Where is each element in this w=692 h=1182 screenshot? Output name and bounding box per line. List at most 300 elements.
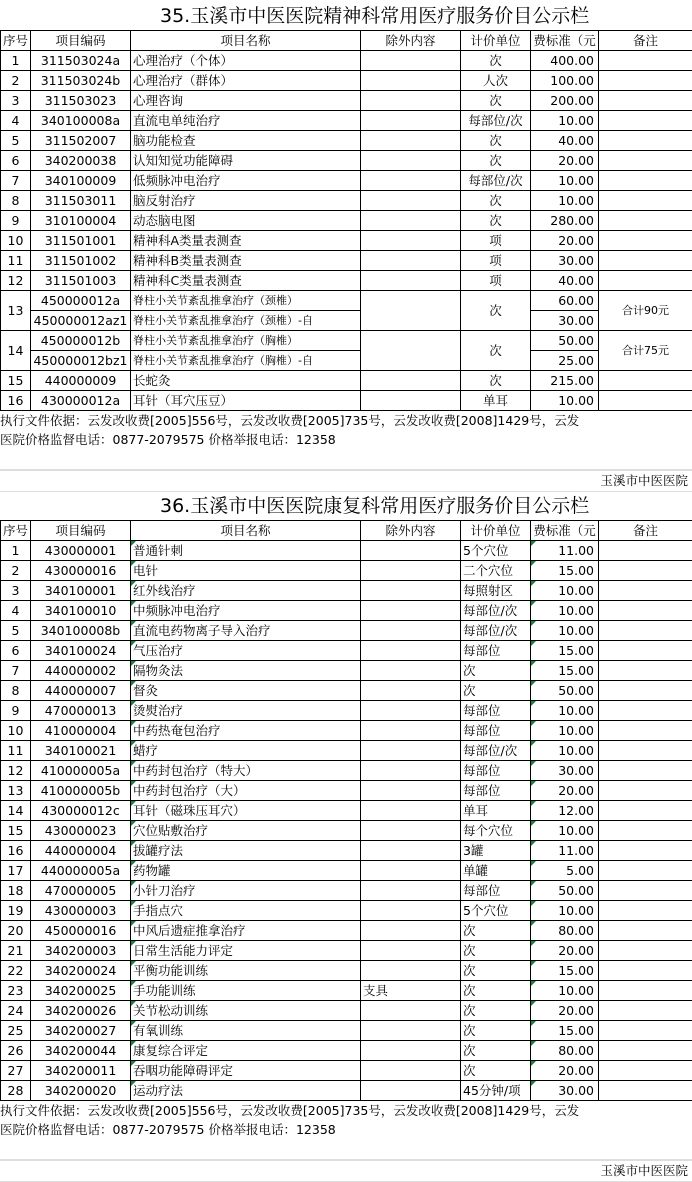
item-name: 普通针刺	[131, 541, 361, 561]
item-name: 脑功能检查	[131, 131, 361, 151]
pricing-unit: 每照射区	[461, 581, 531, 601]
row-number: 13	[1, 291, 31, 331]
row-number: 3	[1, 581, 31, 601]
excluded-content	[361, 901, 461, 921]
table-header-row	[1, 521, 692, 541]
row-number: 7	[1, 171, 31, 191]
remark: 合计90元	[599, 291, 692, 331]
item-name: 日常生活能力评定	[131, 941, 361, 961]
item-code: 410000004	[31, 721, 131, 741]
remark	[599, 661, 692, 681]
item-code: 340200025	[31, 981, 131, 1001]
header-cell: 费标准（元	[531, 521, 599, 541]
remark	[599, 581, 692, 601]
row-number: 8	[1, 191, 31, 211]
pricing-unit: 每部位	[461, 781, 531, 801]
remark	[599, 821, 692, 841]
footer-phone: 医院价格监督电话：0877-2079575 价格举报电话：12358	[0, 1120, 692, 1139]
row-number: 18	[1, 881, 31, 901]
excluded-content	[361, 921, 461, 941]
table-row	[1, 251, 692, 271]
remark	[599, 961, 692, 981]
table-row	[1, 291, 692, 311]
excluded-content	[361, 251, 461, 271]
price-table	[0, 30, 692, 411]
item-code: 340100008a	[31, 111, 131, 131]
item-code: 340100024	[31, 641, 131, 661]
remark	[599, 801, 692, 821]
excluded-content	[361, 391, 461, 411]
excluded-content	[361, 191, 461, 211]
item-name: 脑反射治疗	[131, 191, 361, 211]
table-row	[1, 761, 692, 781]
header-cell: 备注	[599, 521, 692, 541]
row-number: 12	[1, 761, 31, 781]
remark	[599, 211, 692, 231]
price: 10.00	[531, 721, 599, 741]
pricing-unit: 单耳	[461, 801, 531, 821]
excluded-content	[361, 331, 461, 371]
remark	[599, 641, 692, 661]
pricing-unit: 次	[461, 211, 531, 231]
header-cell: 除外内容	[361, 31, 461, 51]
hospital-signature: 玉溪市中医医院	[0, 470, 692, 492]
item-code: 430000003	[31, 901, 131, 921]
pricing-unit: 次	[461, 1041, 531, 1061]
table-row	[1, 71, 692, 91]
table-row	[1, 331, 692, 351]
header-cell: 项目编码	[31, 521, 131, 541]
row-number: 25	[1, 1021, 31, 1041]
item-name: 脊柱小关节紊乱推拿治疗（颈椎）	[131, 291, 361, 311]
table-row	[1, 981, 692, 1001]
pricing-unit: 项	[461, 251, 531, 271]
pricing-unit: 每部位	[461, 881, 531, 901]
price: 10.00	[531, 111, 599, 131]
table-row	[1, 271, 692, 291]
item-name: 中风后遗症推拿治疗	[131, 921, 361, 941]
price: 11.00	[531, 841, 599, 861]
item-code: 440000002	[31, 661, 131, 681]
table-row	[1, 661, 692, 681]
row-number: 6	[1, 151, 31, 171]
excluded-content	[361, 1081, 461, 1101]
remark	[599, 981, 692, 1001]
excluded-content	[361, 621, 461, 641]
table-row	[1, 91, 692, 111]
price: 25.00	[531, 351, 599, 371]
item-code: 311501001	[31, 231, 131, 251]
pricing-unit: 单罐	[461, 861, 531, 881]
pricing-unit: 次	[461, 131, 531, 151]
header-cell: 序号	[1, 31, 31, 51]
pricing-unit: 次	[461, 981, 531, 1001]
item-code: 470000005	[31, 881, 131, 901]
pricing-unit: 每部位	[461, 641, 531, 661]
row-number: 1	[1, 541, 31, 561]
item-name: 烫熨治疗	[131, 701, 361, 721]
pricing-unit: 每部位	[461, 721, 531, 741]
item-name: 精神科A类量表测查	[131, 231, 361, 251]
row-number: 2	[1, 71, 31, 91]
remark	[599, 251, 692, 271]
price: 40.00	[531, 271, 599, 291]
remark	[599, 721, 692, 741]
item-name: 手指点穴	[131, 901, 361, 921]
remark	[599, 271, 692, 291]
header-cell: 项目名称	[131, 521, 361, 541]
table-row	[1, 781, 692, 801]
pricing-unit: 单耳	[461, 391, 531, 411]
header-cell: 项目编码	[31, 31, 131, 51]
row-number: 5	[1, 621, 31, 641]
price: 15.00	[531, 961, 599, 981]
remark	[599, 71, 692, 91]
price: 20.00	[531, 1001, 599, 1021]
remark	[599, 1061, 692, 1081]
remark	[599, 781, 692, 801]
table-row	[1, 1061, 692, 1081]
row-number: 4	[1, 601, 31, 621]
item-code: 450000012bz1	[31, 351, 131, 371]
item-code: 340100010	[31, 601, 131, 621]
row-number: 20	[1, 921, 31, 941]
item-code: 340200044	[31, 1041, 131, 1061]
item-name: 中药封包治疗（大）	[131, 781, 361, 801]
pricing-unit: 次	[461, 681, 531, 701]
table-row	[1, 861, 692, 881]
item-code: 311503024b	[31, 71, 131, 91]
pricing-unit: 每部位	[461, 761, 531, 781]
excluded-content	[361, 581, 461, 601]
item-name: 中药封包治疗（特大）	[131, 761, 361, 781]
header-cell: 序号	[1, 521, 31, 541]
excluded-content	[361, 721, 461, 741]
excluded-content	[361, 1061, 461, 1081]
remark	[599, 561, 692, 581]
item-name: 心理咨询	[131, 91, 361, 111]
price: 10.00	[531, 171, 599, 191]
hospital-signature: 玉溪市中医医院	[0, 1160, 692, 1182]
price: 10.00	[531, 581, 599, 601]
pricing-unit: 每个穴位	[461, 821, 531, 841]
pricing-unit: 45分钟/项	[461, 1081, 531, 1101]
remark	[599, 861, 692, 881]
table-row	[1, 541, 692, 561]
item-code: 440000005a	[31, 861, 131, 881]
excluded-content	[361, 271, 461, 291]
table-row	[1, 641, 692, 661]
row-number: 15	[1, 821, 31, 841]
item-name: 脊柱小关节紊乱推拿治疗（颈椎）-自	[131, 311, 361, 331]
item-code: 340200020	[31, 1081, 131, 1101]
header-cell: 计价单位	[461, 521, 531, 541]
item-name: 脊柱小关节紊乱推拿治疗（胸椎）	[131, 331, 361, 351]
table-row	[1, 391, 692, 411]
excluded-content	[361, 681, 461, 701]
excluded-content: 支具	[361, 981, 461, 1001]
item-name: 康复综合评定	[131, 1041, 361, 1061]
excluded-content	[361, 151, 461, 171]
remark	[599, 91, 692, 111]
remark	[599, 681, 692, 701]
row-number: 8	[1, 681, 31, 701]
row-number: 1	[1, 51, 31, 71]
item-name: 耳针（耳穴压豆）	[131, 391, 361, 411]
item-name: 心理治疗（群体）	[131, 71, 361, 91]
item-name: 脊柱小关节紊乱推拿治疗（胸椎）-自	[131, 351, 361, 371]
price: 10.00	[531, 981, 599, 1001]
item-name: 精神科C类量表测查	[131, 271, 361, 291]
price: 11.00	[531, 541, 599, 561]
excluded-content	[361, 371, 461, 391]
excluded-content	[361, 881, 461, 901]
item-name: 精神科B类量表测查	[131, 251, 361, 271]
excluded-content	[361, 51, 461, 71]
item-name: 药物罐	[131, 861, 361, 881]
table-row	[1, 211, 692, 231]
item-code: 340200024	[31, 961, 131, 981]
excluded-content	[361, 91, 461, 111]
item-code: 311501003	[31, 271, 131, 291]
table-row	[1, 371, 692, 391]
item-code: 340200027	[31, 1021, 131, 1041]
table-row	[1, 51, 692, 71]
excluded-content	[361, 781, 461, 801]
item-name: 关节松动训练	[131, 1001, 361, 1021]
item-code: 450000012az1	[31, 311, 131, 331]
row-number: 16	[1, 841, 31, 861]
pricing-unit: 二个穴位	[461, 561, 531, 581]
excluded-content	[361, 1041, 461, 1061]
remark: 合计75元	[599, 331, 692, 371]
table-row	[1, 581, 692, 601]
remark	[599, 881, 692, 901]
excluded-content	[361, 841, 461, 861]
remark	[599, 231, 692, 251]
item-code: 340200026	[31, 1001, 131, 1021]
remark	[599, 761, 692, 781]
table-row	[1, 921, 692, 941]
excluded-content	[361, 111, 461, 131]
item-code: 340200011	[31, 1061, 131, 1081]
pricing-unit: 次	[461, 961, 531, 981]
excluded-content	[361, 171, 461, 191]
item-name: 直流电药物离子导入治疗	[131, 621, 361, 641]
item-name: 手功能训练	[131, 981, 361, 1001]
row-number: 11	[1, 251, 31, 271]
price: 10.00	[531, 901, 599, 921]
excluded-content	[361, 741, 461, 761]
price: 30.00	[531, 311, 599, 331]
price: 30.00	[531, 1081, 599, 1101]
remark	[599, 1021, 692, 1041]
table-row	[1, 881, 692, 901]
table-row	[1, 111, 692, 131]
price: 50.00	[531, 331, 599, 351]
excluded-content	[361, 941, 461, 961]
item-name: 有氧训练	[131, 1021, 361, 1041]
pricing-unit: 每部位/次	[461, 601, 531, 621]
price: 12.00	[531, 801, 599, 821]
item-code: 430000012a	[31, 391, 131, 411]
item-name: 中药热奄包治疗	[131, 721, 361, 741]
pricing-unit: 3罐	[461, 841, 531, 861]
item-name: 中频脉冲电治疗	[131, 601, 361, 621]
item-code: 450000012a	[31, 291, 131, 311]
remark	[599, 1041, 692, 1061]
table-row	[1, 171, 692, 191]
item-code: 340100021	[31, 741, 131, 761]
remark	[599, 1001, 692, 1021]
footer-basis: 执行文件依据：云发改收费[2005]556号，云发改收费[2005]735号，云发改收费[2008]1429号，云发	[0, 411, 692, 430]
item-name: 动态脑电图	[131, 211, 361, 231]
row-number: 28	[1, 1081, 31, 1101]
row-number: 10	[1, 231, 31, 251]
table-row	[1, 561, 692, 581]
price: 80.00	[531, 921, 599, 941]
price: 10.00	[531, 601, 599, 621]
item-name: 穴位贴敷治疗	[131, 821, 361, 841]
pricing-unit: 每部位/次	[461, 111, 531, 131]
row-number: 6	[1, 641, 31, 661]
sheet-title: 35.玉溪市中医医院精神科常用医疗服务价目公示栏	[0, 0, 692, 30]
row-number: 22	[1, 961, 31, 981]
header-cell: 备注	[599, 31, 692, 51]
item-code: 340100001	[31, 581, 131, 601]
item-name: 蜡疗	[131, 741, 361, 761]
price: 20.00	[531, 151, 599, 171]
table-row	[1, 681, 692, 701]
row-number: 15	[1, 371, 31, 391]
row-number: 21	[1, 941, 31, 961]
price: 15.00	[531, 561, 599, 581]
table-row	[1, 191, 692, 211]
table-row	[1, 621, 692, 641]
price-sheet-rehab	[0, 490, 692, 1182]
table-row	[1, 231, 692, 251]
table-row	[1, 901, 692, 921]
price: 30.00	[531, 251, 599, 271]
price: 10.00	[531, 191, 599, 211]
table-row	[1, 721, 692, 741]
item-name: 督灸	[131, 681, 361, 701]
excluded-content	[361, 661, 461, 681]
item-name: 耳针（磁珠压耳穴）	[131, 801, 361, 821]
price: 5.00	[531, 861, 599, 881]
remark	[599, 941, 692, 961]
excluded-content	[361, 821, 461, 841]
item-code: 311503024a	[31, 51, 131, 71]
table-row	[1, 131, 692, 151]
row-number: 13	[1, 781, 31, 801]
item-code: 311503011	[31, 191, 131, 211]
item-code: 430000012c	[31, 801, 131, 821]
excluded-content	[361, 641, 461, 661]
row-number: 17	[1, 861, 31, 881]
row-number: 24	[1, 1001, 31, 1021]
excluded-content	[361, 961, 461, 981]
table-row	[1, 1081, 692, 1101]
remark	[599, 391, 692, 411]
excluded-content	[361, 71, 461, 91]
table-row	[1, 151, 692, 171]
pricing-unit: 次	[461, 51, 531, 71]
price: 30.00	[531, 761, 599, 781]
price: 10.00	[531, 621, 599, 641]
remark	[599, 151, 692, 171]
excluded-content	[361, 801, 461, 821]
pricing-unit: 次	[461, 1061, 531, 1081]
item-code: 311503023	[31, 91, 131, 111]
remark	[599, 601, 692, 621]
remark	[599, 901, 692, 921]
item-name: 直流电单纯治疗	[131, 111, 361, 131]
row-number: 10	[1, 721, 31, 741]
pricing-unit: 项	[461, 271, 531, 291]
row-number: 12	[1, 271, 31, 291]
table-row	[1, 801, 692, 821]
pricing-unit: 5个穴位	[461, 541, 531, 561]
remark	[599, 741, 692, 761]
row-number: 27	[1, 1061, 31, 1081]
pricing-unit: 次	[461, 661, 531, 681]
table-row	[1, 351, 692, 371]
row-number: 26	[1, 1041, 31, 1061]
excluded-content	[361, 211, 461, 231]
price: 280.00	[531, 211, 599, 231]
table-row	[1, 841, 692, 861]
price: 40.00	[531, 131, 599, 151]
excluded-content	[361, 1021, 461, 1041]
row-number: 19	[1, 901, 31, 921]
item-code: 450000012b	[31, 331, 131, 351]
pricing-unit: 项	[461, 231, 531, 251]
excluded-content	[361, 291, 461, 331]
price: 20.00	[531, 781, 599, 801]
price: 60.00	[531, 291, 599, 311]
price: 10.00	[531, 741, 599, 761]
item-name: 小针刀治疗	[131, 881, 361, 901]
item-code: 340100008b	[31, 621, 131, 641]
row-number: 16	[1, 391, 31, 411]
header-cell: 项目名称	[131, 31, 361, 51]
item-code: 440000009	[31, 371, 131, 391]
row-number: 2	[1, 561, 31, 581]
item-code: 340200003	[31, 941, 131, 961]
item-code: 440000004	[31, 841, 131, 861]
price: 100.00	[531, 71, 599, 91]
price: 80.00	[531, 1041, 599, 1061]
pricing-unit: 次	[461, 151, 531, 171]
table-row	[1, 821, 692, 841]
pricing-unit: 次	[461, 921, 531, 941]
item-code: 310100004	[31, 211, 131, 231]
remark	[599, 621, 692, 641]
price: 10.00	[531, 821, 599, 841]
item-code: 311502007	[31, 131, 131, 151]
pricing-unit: 5个穴位	[461, 901, 531, 921]
item-name: 隔物灸法	[131, 661, 361, 681]
item-code: 450000016	[31, 921, 131, 941]
item-name: 红外线治疗	[131, 581, 361, 601]
item-code: 430000016	[31, 561, 131, 581]
row-number: 9	[1, 701, 31, 721]
item-name: 吞咽功能障碍评定	[131, 1061, 361, 1081]
price: 10.00	[531, 701, 599, 721]
remark	[599, 921, 692, 941]
excluded-content	[361, 131, 461, 151]
